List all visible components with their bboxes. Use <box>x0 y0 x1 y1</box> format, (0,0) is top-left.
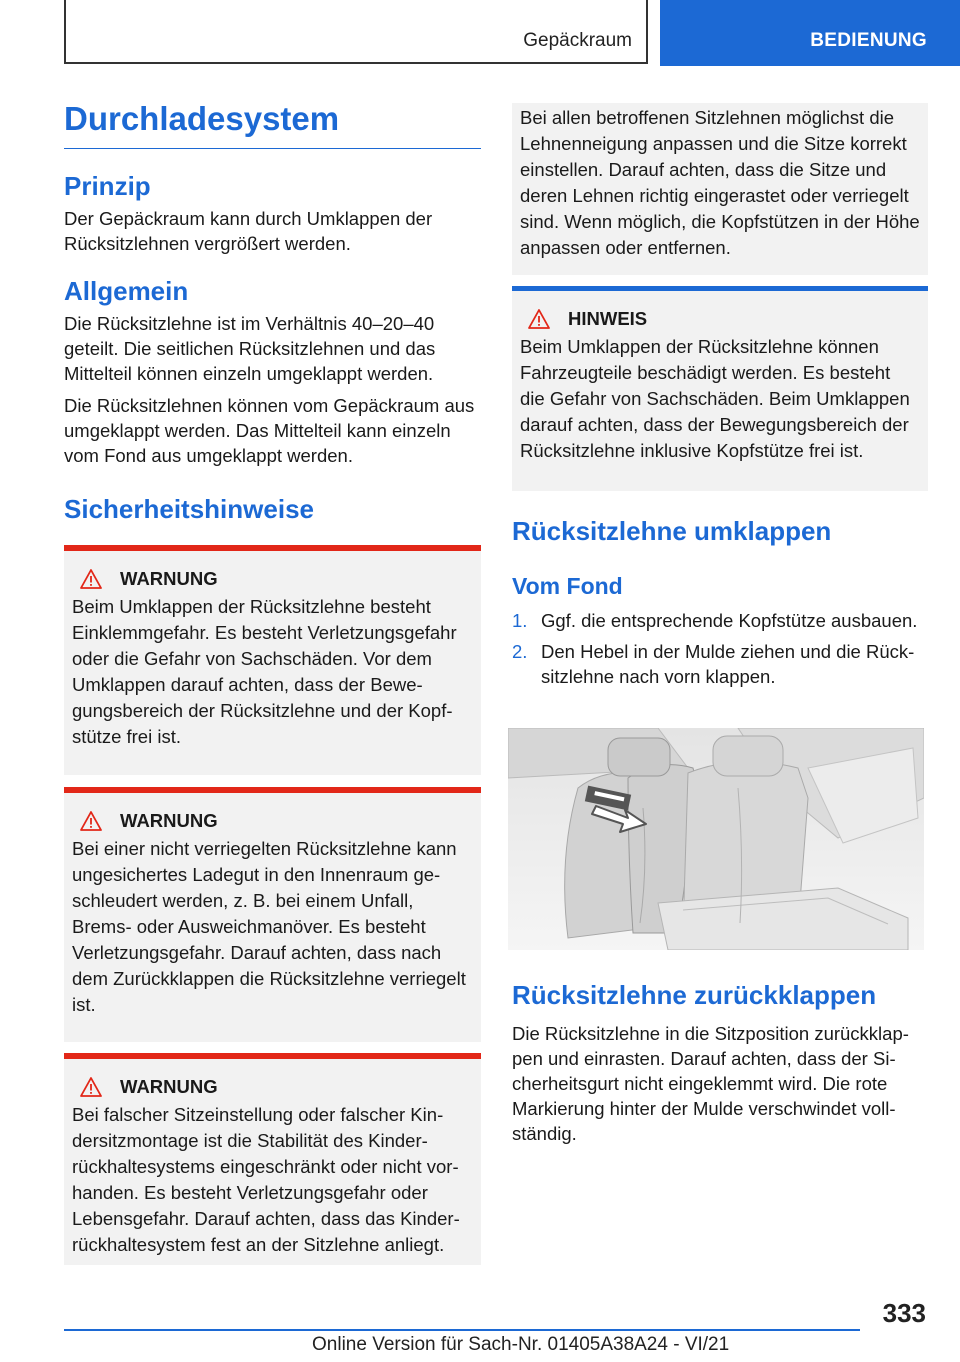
warning-triangle-icon <box>80 569 102 589</box>
notice-triangle-icon <box>528 309 550 329</box>
warning-text: Bei falscher Sitzeinstellung oder falscher Kindersitzmontage ist die Stabilität des Kinderrückhaltesystems eingeschränkt oder nicht vorhanden. Es besteht Verletzungsgefahr oder Lebensgefahr. Darauf achten, dass das Kinderrückhaltesystem fest an der Sitzlehne anliegt. <box>72 1104 460 1255</box>
heading-sicherheitshinweise: Sicherheitshinweise <box>64 494 314 524</box>
step-text: Ggf. die entsprechende Kopfstütze ausbauen. <box>541 610 918 631</box>
text-allgemein-2: Die Rücksitzlehnen können vom Gepäckraum aus umgeklappt werden. Das Mittelteil kann einzeln vom Fond aus umgeklappt werden. <box>64 395 475 466</box>
step-text: Den Hebel in der Mulde ziehen und die Rücksitzlehne nach vorn klappen. <box>541 641 915 687</box>
step-number: 2. <box>512 641 528 662</box>
list-item <box>512 639 928 689</box>
hinweis-text: Beim Umklappen der Rücksitzlehne können Fahrzeugteile beschädigt werden. Es besteht die Gefahr von Sachschäden. Beim Umklappen darauf achten, dass der Bewegungsbereich der Rücksitzlehne inklusive Kopfstütze frei ist. <box>520 336 910 461</box>
heading-umklappen: Rücksitzlehne umklappen <box>512 516 832 546</box>
text-zurueckklappen: Die Rücksitzlehne in die Sitzposition zurückklappen und einrasten. Darauf achten, dass der Sicherheitsgurt nicht eingeklemmt wird. Die rote Markierung hinter der Mulde verschwindet vollständig. <box>512 1023 909 1144</box>
warning-text: Bei einer nicht verriegelten Rücksitzlehne kann ungesichertes Ladegut in den Innenraum geschleudert werden, z. B. bei einem Unfall, Brems- oder Ausweichmanöver. Es besteht Verletzungsgefahr. Darauf achten, dass nach dem Zurückklappen die Rücksitzlehne verriegelt ist. <box>72 838 466 1015</box>
rear-seat-drawing <box>508 728 924 950</box>
warning-label: WARNUNG <box>120 1076 218 1097</box>
page-number: 333 <box>882 1298 926 1328</box>
header-frame <box>64 0 648 64</box>
section-zurueckklappen <box>512 980 928 1146</box>
warning-triangle-icon <box>80 811 102 831</box>
heading-allgemein: Allgemein <box>64 276 189 306</box>
header-tab-bedienung[interactable] <box>660 0 960 66</box>
warning-triangle-icon <box>80 1077 102 1097</box>
warning-label: WARNUNG <box>120 810 218 831</box>
text-prinzip: Der Gepäckraum kann durch Umklappen der Rücksitzlehnen vergrößert werden. <box>64 208 433 254</box>
header-tab-label: BEDIENUNG <box>810 30 927 51</box>
hinweis-box <box>512 286 928 491</box>
footer-divider <box>64 1329 860 1331</box>
warning-box-2 <box>64 787 481 1042</box>
continued-warning-text: Bei allen betroffenen Sitzlehnen möglichst die Lehnenneigung anpassen und die Sitze korrekt einstellen. Darauf achten, dass die Sitze und deren Lehnen richtig eingerastet oder verriegelt sind. Wenn möglich, die Kopfstützen in der Höhe anpassen oder entfernen. <box>520 107 920 258</box>
heading-vom-fond: Vom Fond <box>512 573 623 599</box>
hinweis-label: HINWEIS <box>568 308 648 329</box>
warning-text: Beim Umklappen der Rücksitzlehne besteht Einklemmgefahr. Es besteht Verletzungsgefahr oder die Gefahr von Sachschäden. Vor dem Umklappen darauf achten, dass der Bewegungsbereich der Rücksitzlehne und der Kopfstütze frei ist. <box>72 596 457 747</box>
page-title: Durchladesystem <box>64 100 481 149</box>
steps-list <box>512 608 928 689</box>
rear-seat-illustration <box>508 728 924 950</box>
heading-prinzip: Prinzip <box>64 171 151 201</box>
continued-warning-box <box>512 103 928 275</box>
warning-box-3 <box>64 1053 481 1265</box>
warning-label: WARNUNG <box>120 568 218 589</box>
section-umklappen <box>512 516 928 695</box>
heading-zurueckklappen: Rücksitzlehne zurückklappen <box>512 980 877 1010</box>
step-number: 1. <box>512 610 528 631</box>
header-section-title: Gepäckraum <box>523 30 632 51</box>
warning-box-1 <box>64 545 481 775</box>
left-column <box>64 100 481 525</box>
footer-text: Online Version für Sach-Nr. 01405A38A24 - VI/21 <box>312 1334 730 1355</box>
text-allgemein-1: Die Rücksitzlehne ist im Verhältnis 40–20–40 geteilt. Die seitlichen Rücksitzlehnen und das Mittelteil können einzeln umgeklappt werden. <box>64 313 436 384</box>
list-item <box>512 608 928 633</box>
